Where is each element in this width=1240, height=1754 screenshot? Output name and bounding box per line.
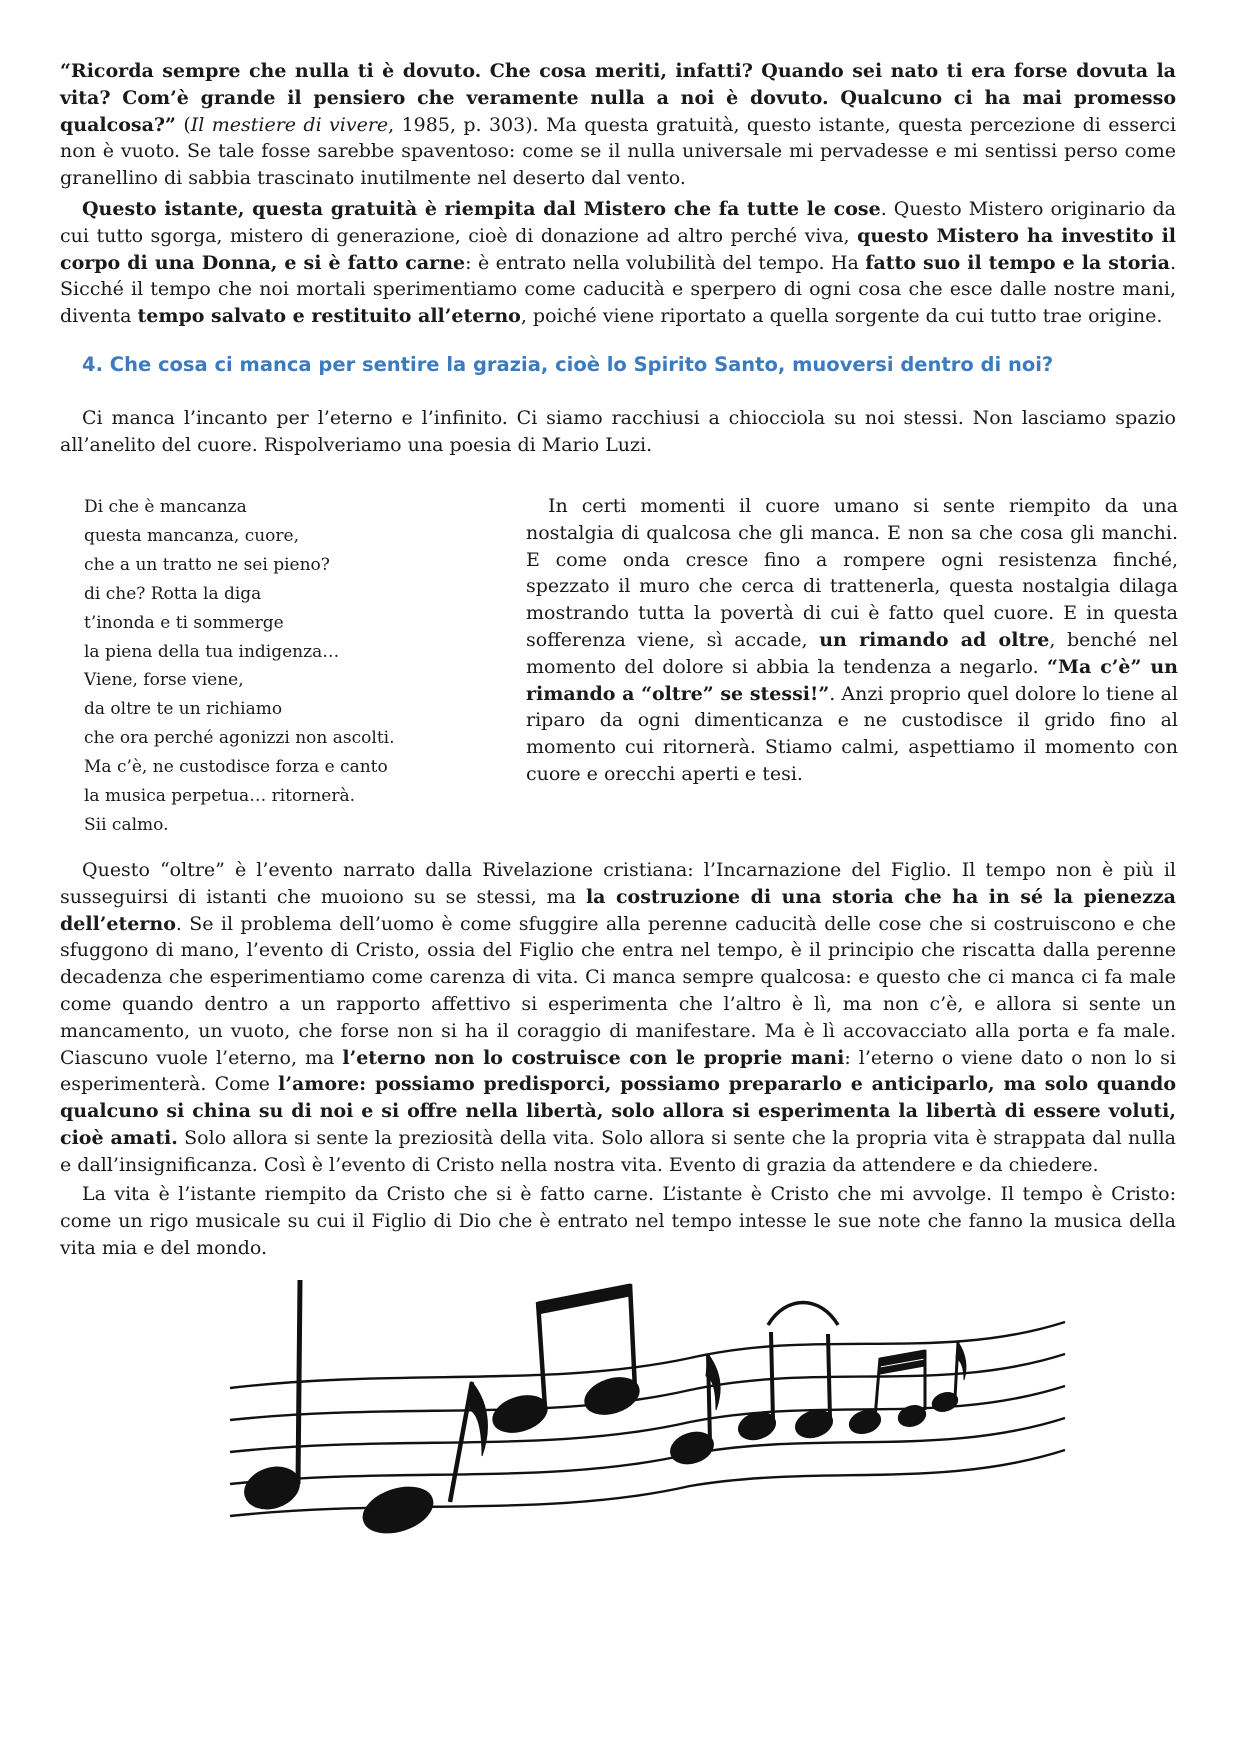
paragraph-pavese-quote: “Ricorda sempre che nulla ti è dovuto. Che cosa meriti, infatti? Quando sei nato ti era forse dovuta la vita? Com’è grande il pensiero che veramente nulla a noi è dovuto. Qualcuno ci ha mai promesso qualcosa?” (Il mestiere di vivere, 1985, p. 303). Ma questa gratuità, questo istante, questa percezione di esserci non è vuoto. Se tale fosse sarebbe spaventoso: come se il nulla universale mi pervadesse e mi sentissi perso come granellino di sabbia trascinato inutilmente nel deserto dal vento. [60, 60, 1177, 190]
paragraph-nostalgia: In certi momenti il cuore umano si sente riempito da una nostalgia di qualcosa che gli manca. E non sa che cosa gli manchi. E come onda cresce fino a rompere ogni resistenza finché, spezzato il muro che cerca di trattenerla, questa nostalgia dilaga mostrando tutta la povertà di cui è fatto quel cuore. E in questa sofferenza viene, sì accade, un rimando ad oltre, benché nel momento del dolore si abbia la tendenza a negarlo. “Ma c’è” un rimando a “oltre” se stessi!”. Anzi proprio quel dolore lo tiene al riparo da ogni dimenticanza e ne custodisce il grido fino al momento cui ritornerà. Stiamo calmi, aspettiamo il momento con cuore e orecchi aperti e tesi. [526, 495, 1178, 785]
poem-line: Sii calmo. [84, 814, 169, 835]
music-staff-illustration [220, 1270, 1080, 1570]
quote-bold: “Ricorda sempre che nulla ti è dovuto. Che cosa meriti, infatti? Quando sei nato ti era forse dovuta la vita? Com’è grande il pensiero che veramente nulla a noi è dovuto. Qualcuno ci ha mai promesso qualcosa?” [60, 60, 1176, 136]
section-heading: 4. Che cosa ci manca per sentire la grazia, cioè lo Spirito Santo, muoversi dentro di noi? [82, 353, 1054, 376]
poem-line: che a un tratto ne sei pieno? [84, 554, 330, 575]
poem-line: di che? Rotta la diga [84, 583, 262, 604]
poem-line: t’inonda e ti sommerge [84, 612, 284, 633]
paragraph-incanto: Ci manca l’incanto per l’eterno e l’infinito. Ci siamo racchiusi a chiocciola su noi stessi. Non lasciamo spazio all’anelito del cuore. Rispolveriamo una poesia di Mario Luzi. [60, 407, 1176, 456]
staff-lines [230, 1322, 1065, 1516]
poem-line: Di che è mancanza [84, 497, 247, 517]
poem-line: Viene, forse viene, [84, 670, 244, 691]
paragraph-mistero: Questo istante, questa gratuità è riempita dal Mistero che fa tutte le cose. Questo Mistero originario da cui tutto sgorga, mistero di generazione, cioè di donazione ad altro perché viva, questo Mistero ha investito il corpo di una Donna, e si è fatto carne: è entrato nella volubilità del tempo. Ha fatto suo il tempo e la storia. Sicché il tempo che noi mortali sperimentiamo come caducità e sperpero di ogni cosa che esce dalle nostre mani, diventa tempo salvato e restituito all’eterno, poiché viene riportato a quella sorgente da cui tutto trae origine. [60, 198, 1177, 328]
poem-line: che ora perché agonizzi non ascolti. [84, 728, 395, 749]
poem-luzi [84, 493, 464, 840]
poem-line: Ma c’è, ne custodisce forza e canto [84, 757, 388, 778]
poem-line: da oltre te un richiamo [84, 699, 283, 720]
poem-line: questa mancanza, cuore, [84, 525, 299, 546]
paragraph-oltre: Questo “oltre” è l’evento narrato dalla Rivelazione cristiana: l’Incarnazione del Figlio. Il tempo non è più il susseguirsi di istanti che muoiono su se stessi, ma la costruzione di una storia che ha in sé la pienezza dell’eterno. Se il problema dell’uomo è come sfuggire alla perenne caducità delle cose che si costruiscono e che sfuggono di mano, l’evento di Cristo, ossia del Figlio che entra nel tempo, è il principio che riscatta dalla perenne decadenza che esperimentiamo come carenza di vita. Ci manca sempre qualcosa: e questo che ci manca ci fa male come quando dentro a un rapporto affettivo si esperimenta che l’altro è lì, ma non c’è, e allora si sente un mancamento, un vuoto, che forse non si ha il coraggio di manifestare. Ma è lì accovacciato alla porta e fa male. Ciascuno vuole l’eterno, ma l’eterno non lo costruisce con le proprie mani: l’eterno o viene dato o non lo si esperimenterà. Come l’amore: possiamo predisporci, possiamo prepararlo e anticiparlo, ma solo quando qualcuno si china su di noi e si offre nella libertà, solo allora si esperimenta la libertà di essere voluti, cioè amati. Solo allora si sente la preziosità della vita. Solo allora si sente che la propria vita è strappata dal nulla e dall’insignificanza. Così è l’evento di Cristo nella nostra vita. Evento di grazia da attendere e da chiedere. [60, 859, 1176, 1176]
poem-line: la musica perpetua… ritornerà. [84, 786, 356, 807]
paragraph-vita-cristo: La vita è l’istante riempito da Cristo che si è fatto carne. L’istante è Cristo che mi avvolge. Il tempo è Cristo: come un rigo musicale su cui il Figlio di Dio che è entrato nel tempo intesse le sue note che fanno la musica della vita mia e del mondo. [60, 1183, 1176, 1259]
book-title: Il mestiere di vivere [190, 113, 389, 136]
poem-line: la piena della tua indigenza… [84, 641, 340, 662]
